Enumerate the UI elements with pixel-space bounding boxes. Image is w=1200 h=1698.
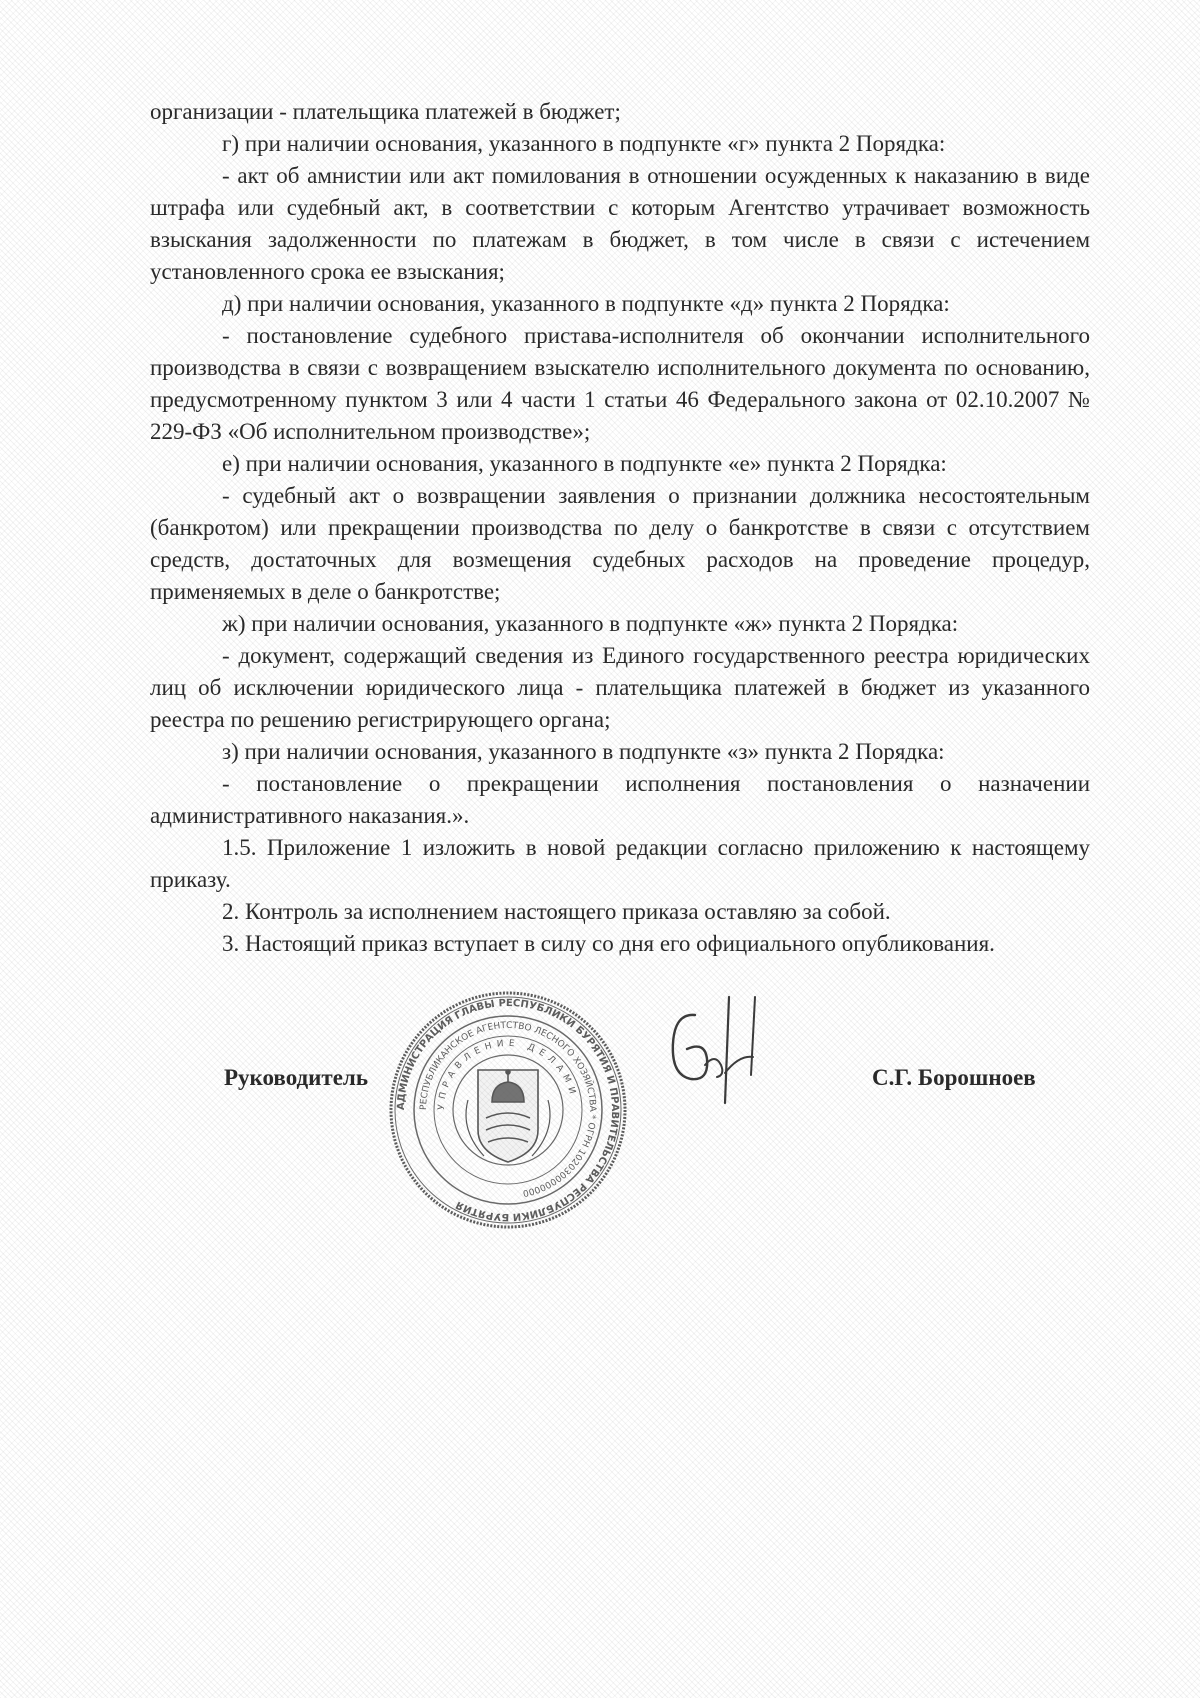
paragraph: - постановление судебного пристава-исполнителя об окончании исполнительного производства в связи с возвращением взыскателю исполнительного документа по основанию, предусмотренному пунктом 3 или 4 части 1 статьи 46 Федерального закона от 02.10.2007 № 229-ФЗ «Об исполнительном производстве»; bbox=[150, 323, 1090, 444]
paragraph: е) при наличии основания, указанного в подпункте «е» пункта 2 Порядка: bbox=[222, 451, 947, 476]
paragraph: 1.5. Приложение 1 изложить в новой редакции согласно приложению к настоящему приказу. bbox=[150, 835, 1090, 892]
paragraph: - судебный акт о возвращении заявления о признании должника несостоятельным (банкротом) или прекращении производства по делу о банкротстве в связи с отсутствием средств, достаточных для возмещения судебных расходов на проведение процедур, применяемых в деле о банкротстве; bbox=[150, 483, 1090, 604]
seal-outer-text: АДМИНИСТРАЦИЯ ГЛАВЫ РЕСПУБЛИКИ БУРЯТИЯ И ПРАВИТЕЛЬСТВА РЕСПУБЛИКИ БУРЯТИЯ bbox=[395, 997, 621, 1223]
paragraph: 3. Настоящий приказ вступает в силу со дня его официального опубликования. bbox=[222, 931, 995, 956]
signer-name: С.Г. Борошноев bbox=[872, 1065, 1036, 1090]
handwritten-signature bbox=[655, 995, 785, 1105]
document-body bbox=[150, 96, 1090, 960]
paragraph: д) при наличии основания, указанного в подпункте «д» пункта 2 Порядка: bbox=[222, 291, 950, 316]
paragraph: 2. Контроль за исполнением настоящего приказа оставляю за собой. bbox=[222, 899, 891, 924]
paragraph: з) при наличии основания, указанного в подпункте «з» пункта 2 Порядка: bbox=[222, 739, 945, 764]
seal-middle-text: УПРАВЛЕНИЕ ДЕЛАМИ bbox=[436, 1038, 579, 1111]
seal-inner-text: РЕСПУБЛИКАНСКОЕ АГЕНТСТВО ЛЕСНОГО ХОЗЯЙСТВА * ОГРН 1020300000000 bbox=[418, 1020, 598, 1198]
paragraph: организации - плательщика платежей в бюджет; bbox=[150, 99, 621, 124]
paragraph: ж) при наличии основания, указанного в подпункте «ж» пункта 2 Порядка: bbox=[222, 611, 959, 636]
official-seal bbox=[388, 990, 628, 1230]
paragraph: - документ, содержащий сведения из Единого государственного реестра юридических лиц об исключении юридического лица - плательщика платежей в бюджет из указанного реестра по решению регистрирующего органа; bbox=[150, 643, 1090, 732]
paragraph: г) при наличии основания, указанного в подпункте «г» пункта 2 Порядка: bbox=[222, 131, 946, 156]
paragraph: - постановление о прекращении исполнения постановления о назначении административного наказания.». bbox=[150, 771, 1090, 828]
signer-role: Руководитель bbox=[224, 1065, 368, 1090]
coat-of-arms-emblem bbox=[466, 1070, 550, 1162]
paragraph: - акт об амнистии или акт помилования в отношении осужденных к наказанию в виде штрафа или судебный акт, в соответствии с которым Агентство утрачивает возможность взыскания задолженности по платежам в бюджет, в том числе в связи с истечением установленного срока ее взыскания; bbox=[150, 163, 1090, 284]
